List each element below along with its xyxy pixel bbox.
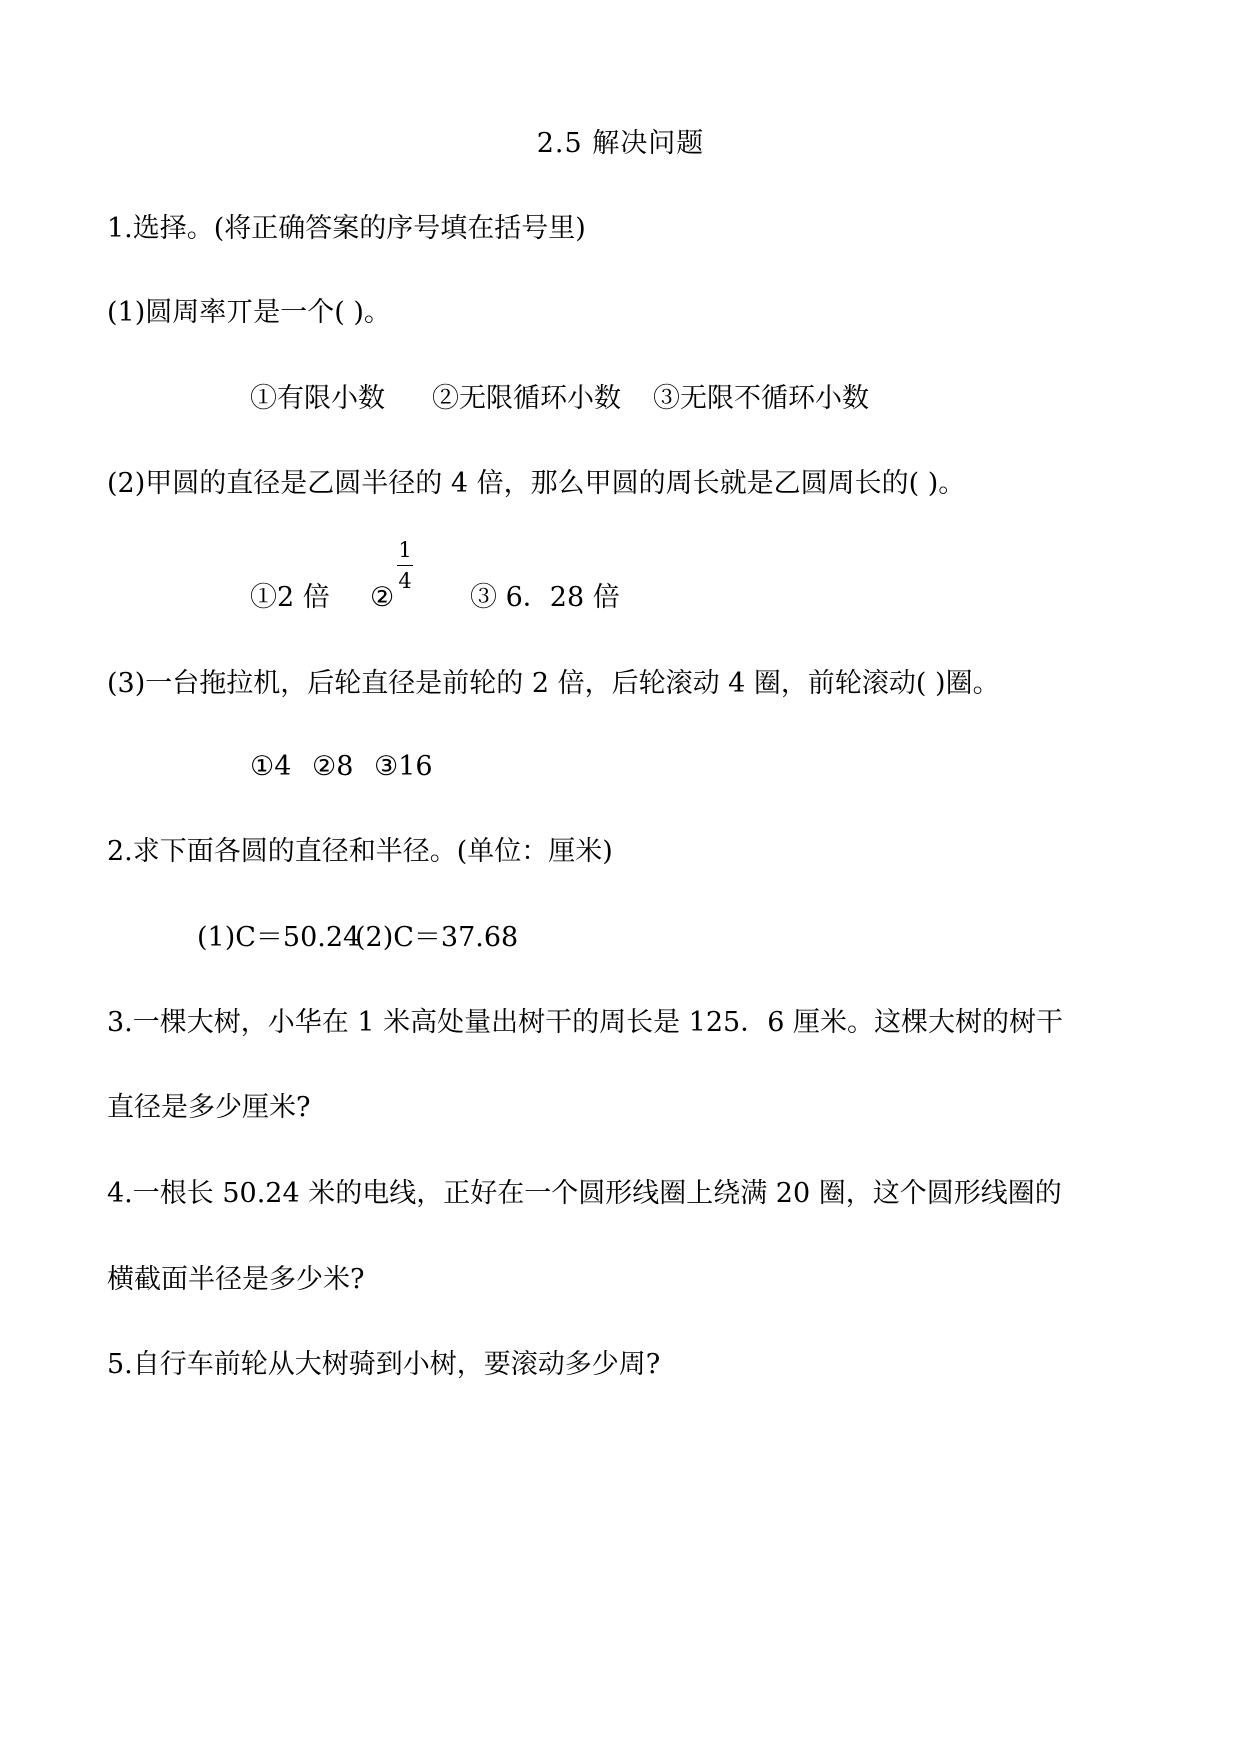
question-4-line-1: 4.一根长 50.24 米的电线，正好在一个圆形线圈上绕满 20 圈，这个圆形线圈的 (107, 1178, 1062, 1209)
question-1-1-option-1: ①有限小数 (250, 383, 385, 414)
question-2-item-1: (1)C＝50.24 (197, 922, 361, 953)
question-1-3-stem: (3)一台拖拉机，后轮直径是前轮的 2 倍，后轮滚动 4 圈，前轮滚动( )圈。 (107, 668, 1000, 699)
fraction-bar (397, 565, 413, 566)
question-1-3-option-2: ②8 (312, 751, 354, 782)
question-1-3-option-1: ①4 (250, 751, 292, 782)
question-3-line-2: 直径是多少厘米? (107, 1092, 311, 1123)
question-5-line-1: 5.自行车前轮从大树骑到小树，要滚动多少周? (107, 1349, 661, 1380)
question-2-heading: 2.求下面各圆的直径和半径。(单位：厘米) (107, 836, 613, 867)
question-1-2-option-3: ③ 6．28 倍 (470, 582, 620, 613)
fraction-denominator: 4 (398, 569, 412, 593)
question-1-2-option-1: ①2 倍 (250, 582, 330, 613)
fraction-numerator: 1 (398, 538, 412, 562)
question-1-heading: 1.选择。(将正确答案的序号填在括号里) (107, 213, 586, 244)
page-title: 2.5 解决问题 (536, 128, 705, 159)
question-2-item-2: (2)C＝37.68 (355, 922, 519, 953)
question-1-2-stem: (2)甲圆的直径是乙圆半径的 4 倍，那么甲圆的周长就是乙圆周长的( )。 (107, 468, 966, 499)
question-1-2-option-2-marker: ② (370, 582, 395, 613)
question-4-line-2: 横截面半径是多少米? (107, 1264, 365, 1295)
question-1-3-option-3: ③16 (374, 751, 433, 782)
question-3-line-1: 3.一棵大树，小华在 1 米高处量出树干的周长是 125．6 厘米。这棵大树的树干 (107, 1007, 1063, 1038)
question-1-1-option-3: ③无限不循环小数 (653, 383, 869, 414)
question-1-1-option-2: ②无限循环小数 (432, 383, 621, 414)
question-1-1-stem: (1)圆周率丌是一个( )。 (107, 297, 391, 328)
